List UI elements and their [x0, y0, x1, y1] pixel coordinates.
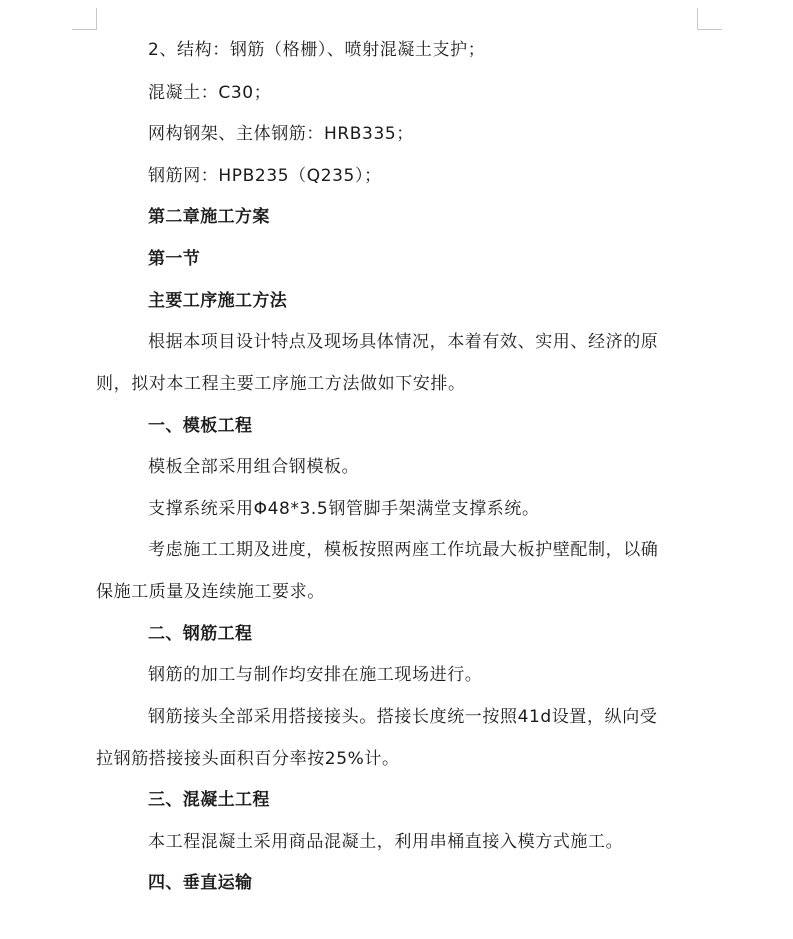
paragraph-formwork-3-line-2: 保施工质量及连续施工要求。 [96, 582, 325, 602]
paragraph-concrete-grade: 混凝土：C30； [148, 83, 272, 103]
paragraph-steel-frame: 网构钢架、主体钢筋：HRB335； [148, 124, 414, 144]
paragraph-reinforcement-2-line-2: 拉钢筋搭接接头面积百分率按25%计。 [96, 749, 400, 769]
heading-vertical-transport: 四、垂直运输 [148, 873, 253, 893]
paragraph-concrete: 本工程混凝土采用商品混凝土，利用串桶直接入模方式施工。 [148, 832, 624, 852]
paragraph-formwork-1: 模板全部采用组合钢模板。 [148, 457, 360, 477]
section-heading: 第一节 [148, 249, 201, 269]
heading-concrete: 三、混凝土工程 [148, 790, 270, 810]
subsection-heading: 主要工序施工方法 [148, 291, 288, 311]
paragraph-reinforcement-2-line-1: 钢筋接头全部采用搭接接头。搭接长度统一按照41d设置，纵向受 [148, 707, 658, 727]
paragraph-intro-line-2: 则，拟对本工程主要工序施工方法做如下安排。 [96, 374, 466, 394]
heading-reinforcement: 二、钢筋工程 [148, 624, 253, 644]
paragraph-formwork-2: 支撑系统采用Φ48*3.5钢管脚手架满堂支撑系统。 [148, 499, 540, 519]
heading-formwork: 一、模板工程 [148, 416, 253, 436]
paragraph-reinforcement-1: 钢筋的加工与制作均安排在施工现场进行。 [148, 665, 483, 685]
paragraph-structure: 2、结构：钢筋（格栅）、喷射混凝土支护； [148, 40, 486, 60]
chapter-heading: 第二章施工方案 [148, 207, 270, 227]
paragraph-intro-line-1: 根据本项目设计特点及现场具体情况，本着有效、实用、经济的原 [148, 332, 659, 352]
paragraph-formwork-3-line-1: 考虑施工工期及进度，模板按照两座工作坑最大板护壁配制，以确 [148, 540, 659, 560]
paragraph-steel-mesh: 钢筋网：HPB235（Q235）； [148, 166, 382, 186]
